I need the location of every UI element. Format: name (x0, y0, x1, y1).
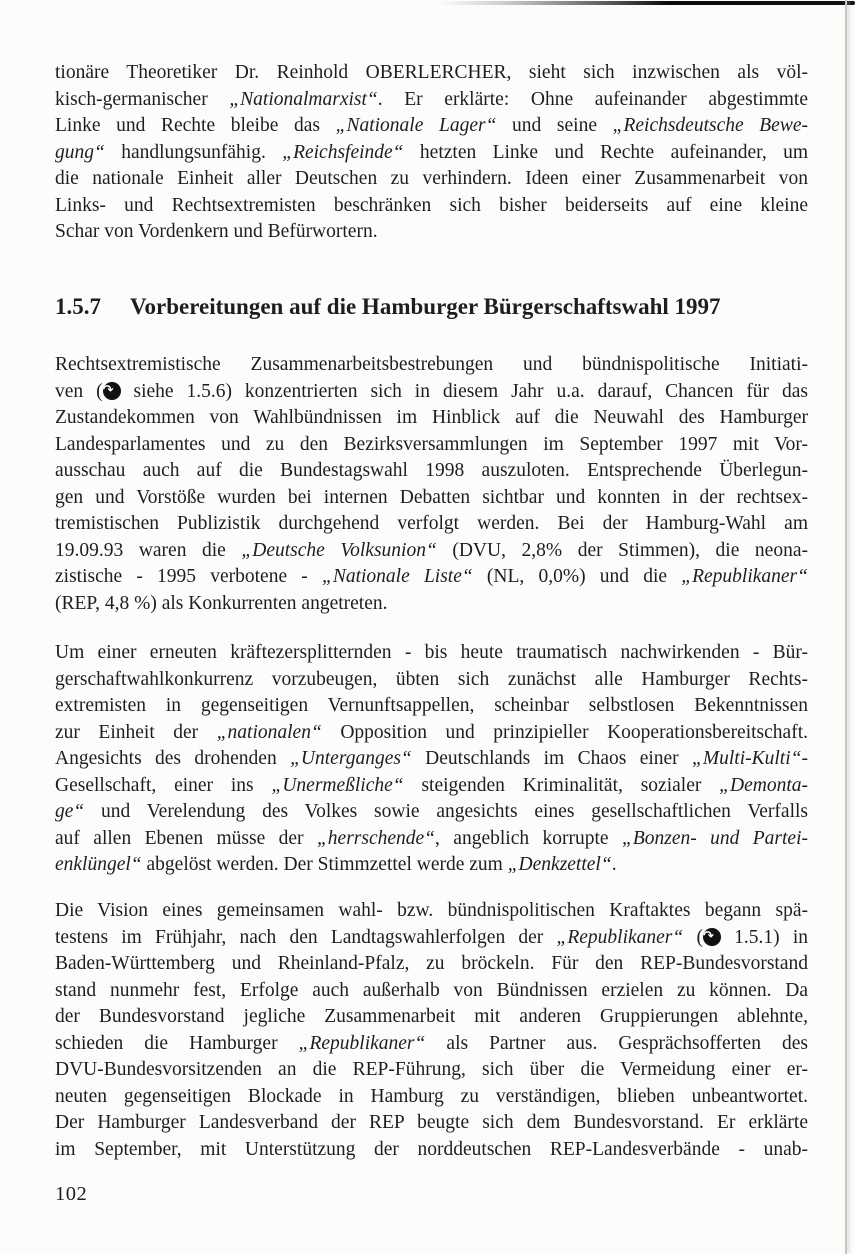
text-line (55, 1057, 808, 1084)
text-run: Die Vision eines gemeinsamen wahl- bzw. bündnispolitischen Kraftaktes begann spä- (55, 900, 808, 921)
text-run: - (801, 748, 808, 769)
text-line (55, 458, 808, 485)
text-run: stand nunmehr fest, Erfolge auch außerhalb von Bündnissen erzielen zu können. Da (55, 979, 808, 1001)
text-line (55, 219, 808, 246)
text-run: Opposition und prinzipieller Kooperationsbereitschaft. (321, 721, 808, 743)
emphasized-text: „nationalen“ (216, 721, 322, 743)
text-run: . (611, 854, 617, 875)
emphasized-text: „Multi-Kulti“ (692, 748, 802, 769)
text-line (55, 511, 808, 538)
emphasized-text: „Unermeßliche“ (271, 774, 404, 796)
emphasized-text: „Unterganges“ (290, 748, 412, 769)
text-line (55, 564, 808, 591)
text-run: steigenden Kriminalität, sozialer (403, 774, 720, 796)
text-line (55, 720, 808, 747)
text-run: kisch-germanischer (55, 88, 230, 110)
text-run: zur Einheit der (55, 721, 217, 743)
text-run: Landesparlamentes und zu den Bezirksversammlungen im September 1997 mit Vor- (55, 433, 808, 455)
text-line (55, 60, 808, 87)
emphasized-text: „Republikaner“ (298, 1032, 426, 1054)
text-line (55, 140, 808, 167)
text-run: Gesellschaft, einer ins (55, 774, 272, 796)
text-run: hetzten Linke und Rechte aufeinander, um (403, 141, 808, 163)
section-title: Vorbereitungen auf die Hamburger Bürgerschaftswahl 1997 (130, 294, 721, 319)
text-run: (REP, 4,8 %) als Konkurrenten angetreten. (55, 592, 388, 614)
text-run: Deutschlands im Chaos einer (411, 748, 693, 769)
text-line (55, 693, 808, 720)
text-line (55, 1137, 808, 1164)
emphasized-text: „herrschende“ (316, 827, 436, 849)
scan-edge-artifact-right (845, 0, 847, 1254)
text-run: ( (683, 926, 703, 948)
text-line (55, 166, 808, 193)
section-number: 1.5.7 (55, 294, 101, 319)
text-run: (NL, 0,0%) und die (472, 566, 682, 587)
text-line (55, 898, 808, 925)
emphasized-text: „Reichsfeinde“ (282, 141, 404, 163)
page-number: 102 (55, 1183, 88, 1205)
text-line (55, 925, 808, 952)
text-line (55, 1110, 808, 1137)
text-run: Baden-Württemberg und Rheinland-Pfalz, zu bröckeln. Für den REP-Bundesvorstand (55, 953, 808, 974)
text-line (55, 485, 808, 512)
text-line (55, 87, 808, 114)
emphasized-text: „Republikaner“ (556, 926, 684, 948)
text-run: . Er erklärte: Ohne aufeinander abgestimmte (377, 88, 809, 110)
text-run: Angesichts des drohenden (55, 748, 291, 769)
text-run: gerschaftwahlkonkurrenz vorzubeugen, übten sich zunächst alle Hamburger Rechts- (55, 668, 808, 690)
text-run: siehe 1.5.6) konzentrierten sich in diesem Jahr u.a. darauf, Chancen für das (120, 380, 808, 402)
text-run: 1.5.1) in (720, 926, 809, 948)
emphasized-text: „Demonta- (719, 774, 808, 796)
text-line (55, 1084, 808, 1111)
emphasized-text: ge“ (55, 801, 85, 822)
emphasized-text: „Nationale Lager“ (335, 115, 497, 136)
text-run: die nationale Einheit aller Deutschen zu verhindern. Ideen einer Zusammenarbeit von (55, 168, 808, 189)
scan-edge-artifact-top (440, 1, 855, 5)
text-run: neuten gegenseitigen Blockade in Hamburg zu verständigen, blieben unbeantwortet. (55, 1085, 808, 1107)
text-line (55, 773, 808, 800)
cross-reference-arrow-icon: ↷ (703, 928, 721, 946)
text-line (55, 951, 808, 978)
text-line (55, 799, 808, 826)
text-run: extremisten in gegenseitigen Vernunftsappellen, scheinbar selbstlosen Bekenntnissen (55, 695, 808, 716)
text-run: Um einer erneuten kräftezersplitternden - bis heute traumatisch nachwirkenden - Bür- (55, 642, 808, 663)
text-run: gen und Vorstöße wurden bei internen Debatten sichtbar und konnten in der rechtsex- (55, 486, 808, 508)
text-line (55, 432, 808, 459)
body-paragraph (55, 898, 808, 1163)
section-heading (55, 291, 808, 322)
text-run: als Partner aus. Gesprächsofferten des (425, 1032, 808, 1054)
text-line (55, 667, 808, 694)
text-line (55, 1004, 808, 1031)
emphasized-text: „Nationalmarxist“ (229, 88, 378, 110)
text-run: Rechtsextremistische Zusammenarbeitsbestrebungen und bündnispolitische Initiati- (55, 354, 808, 375)
text-line (55, 640, 808, 667)
text-run: abgelöst werden. Der Stimmzettel werde zum (141, 854, 508, 875)
text-run: der Bundesvorstand jegliche Zusammenarbeit mit anderen Gruppierungen ablehnte, (55, 1006, 808, 1027)
body-paragraph (55, 352, 808, 617)
text-run: (DVU, 2,8% der Stimmen), die neona- (436, 539, 808, 561)
body-paragraph (55, 60, 808, 246)
text-run: handlungsunfähig. (104, 141, 283, 163)
text-run: und Verelendung des Volkes sowie angesichts eines gesellschaftlichen Verfalls (84, 801, 808, 822)
emphasized-text: „Nationale Liste“ (321, 566, 473, 587)
text-run: tionäre Theoretiker Dr. Reinhold OBERLERCHER, sieht sich inzwischen als völ- (55, 62, 808, 83)
text-run: schieden die Hamburger (55, 1032, 299, 1054)
text-run: 19.09.93 waren die (55, 539, 242, 561)
emphasized-text: „Bonzen- und Partei- (621, 827, 808, 849)
text-run: tremistischen Publizistik durchgehend verfolgt werden. Bei der Hamburg-Wahl am (55, 513, 808, 534)
emphasized-text: „Republikaner“ (681, 566, 808, 587)
text-line (55, 1031, 808, 1058)
body-paragraph (55, 640, 808, 879)
emphasized-text: „Deutsche Volksunion“ (241, 539, 437, 561)
emphasized-text: gung“ (55, 141, 105, 163)
text-run: Linke und Rechte bleibe das (55, 115, 336, 136)
emphasized-text: „Denkzettel“ (507, 854, 612, 875)
text-line (55, 405, 808, 432)
text-run: ven ( (55, 380, 103, 402)
text-run: Zustandekommen von Wahlbündnissen im Hinblick auf die Neuwahl des Hamburger (55, 407, 808, 428)
text-line (55, 978, 808, 1005)
text-line (55, 379, 808, 406)
text-line (55, 193, 808, 220)
text-line (55, 852, 808, 879)
text-line (55, 591, 808, 618)
emphasized-text: enklüngel“ (55, 854, 142, 875)
text-line (55, 746, 808, 773)
cross-reference-arrow-icon: ↷ (103, 382, 121, 400)
text-run: im September, mit Unterstützung der norddeutschen REP-Landesverbände - unab- (55, 1138, 808, 1160)
text-run: , angeblich korrupte (435, 827, 622, 849)
text-run: DVU-Bundesvorsitzenden an die REP-Führung, sich über die Vermeidung einer er- (55, 1059, 808, 1080)
text-run: Der Hamburger Landesverband der REP beugte sich dem Bundesvorstand. Er erklärte (55, 1112, 808, 1133)
text-run: testens im Frühjahr, nach den Landtagswahlerfolgen der (55, 926, 557, 948)
text-run: auf allen Ebenen müsse der (55, 827, 317, 849)
text-line (55, 113, 808, 140)
text-line (55, 826, 808, 853)
emphasized-text: „Reichsdeutsche Bewe- (612, 115, 808, 136)
text-run: und seine (496, 115, 613, 136)
text-run: Links- und Rechtsextremisten beschränken sich bisher beiderseits auf eine kleine (55, 194, 808, 216)
text-run: Schar von Vordenkern und Befürwortern. (55, 221, 378, 242)
text-run: ausschau auch auf die Bundestagswahl 1998 auszuloten. Entsprechende Überlegun- (55, 460, 808, 481)
text-run: zistische - 1995 verbotene - (55, 566, 322, 587)
text-line (55, 538, 808, 565)
text-line (55, 352, 808, 379)
